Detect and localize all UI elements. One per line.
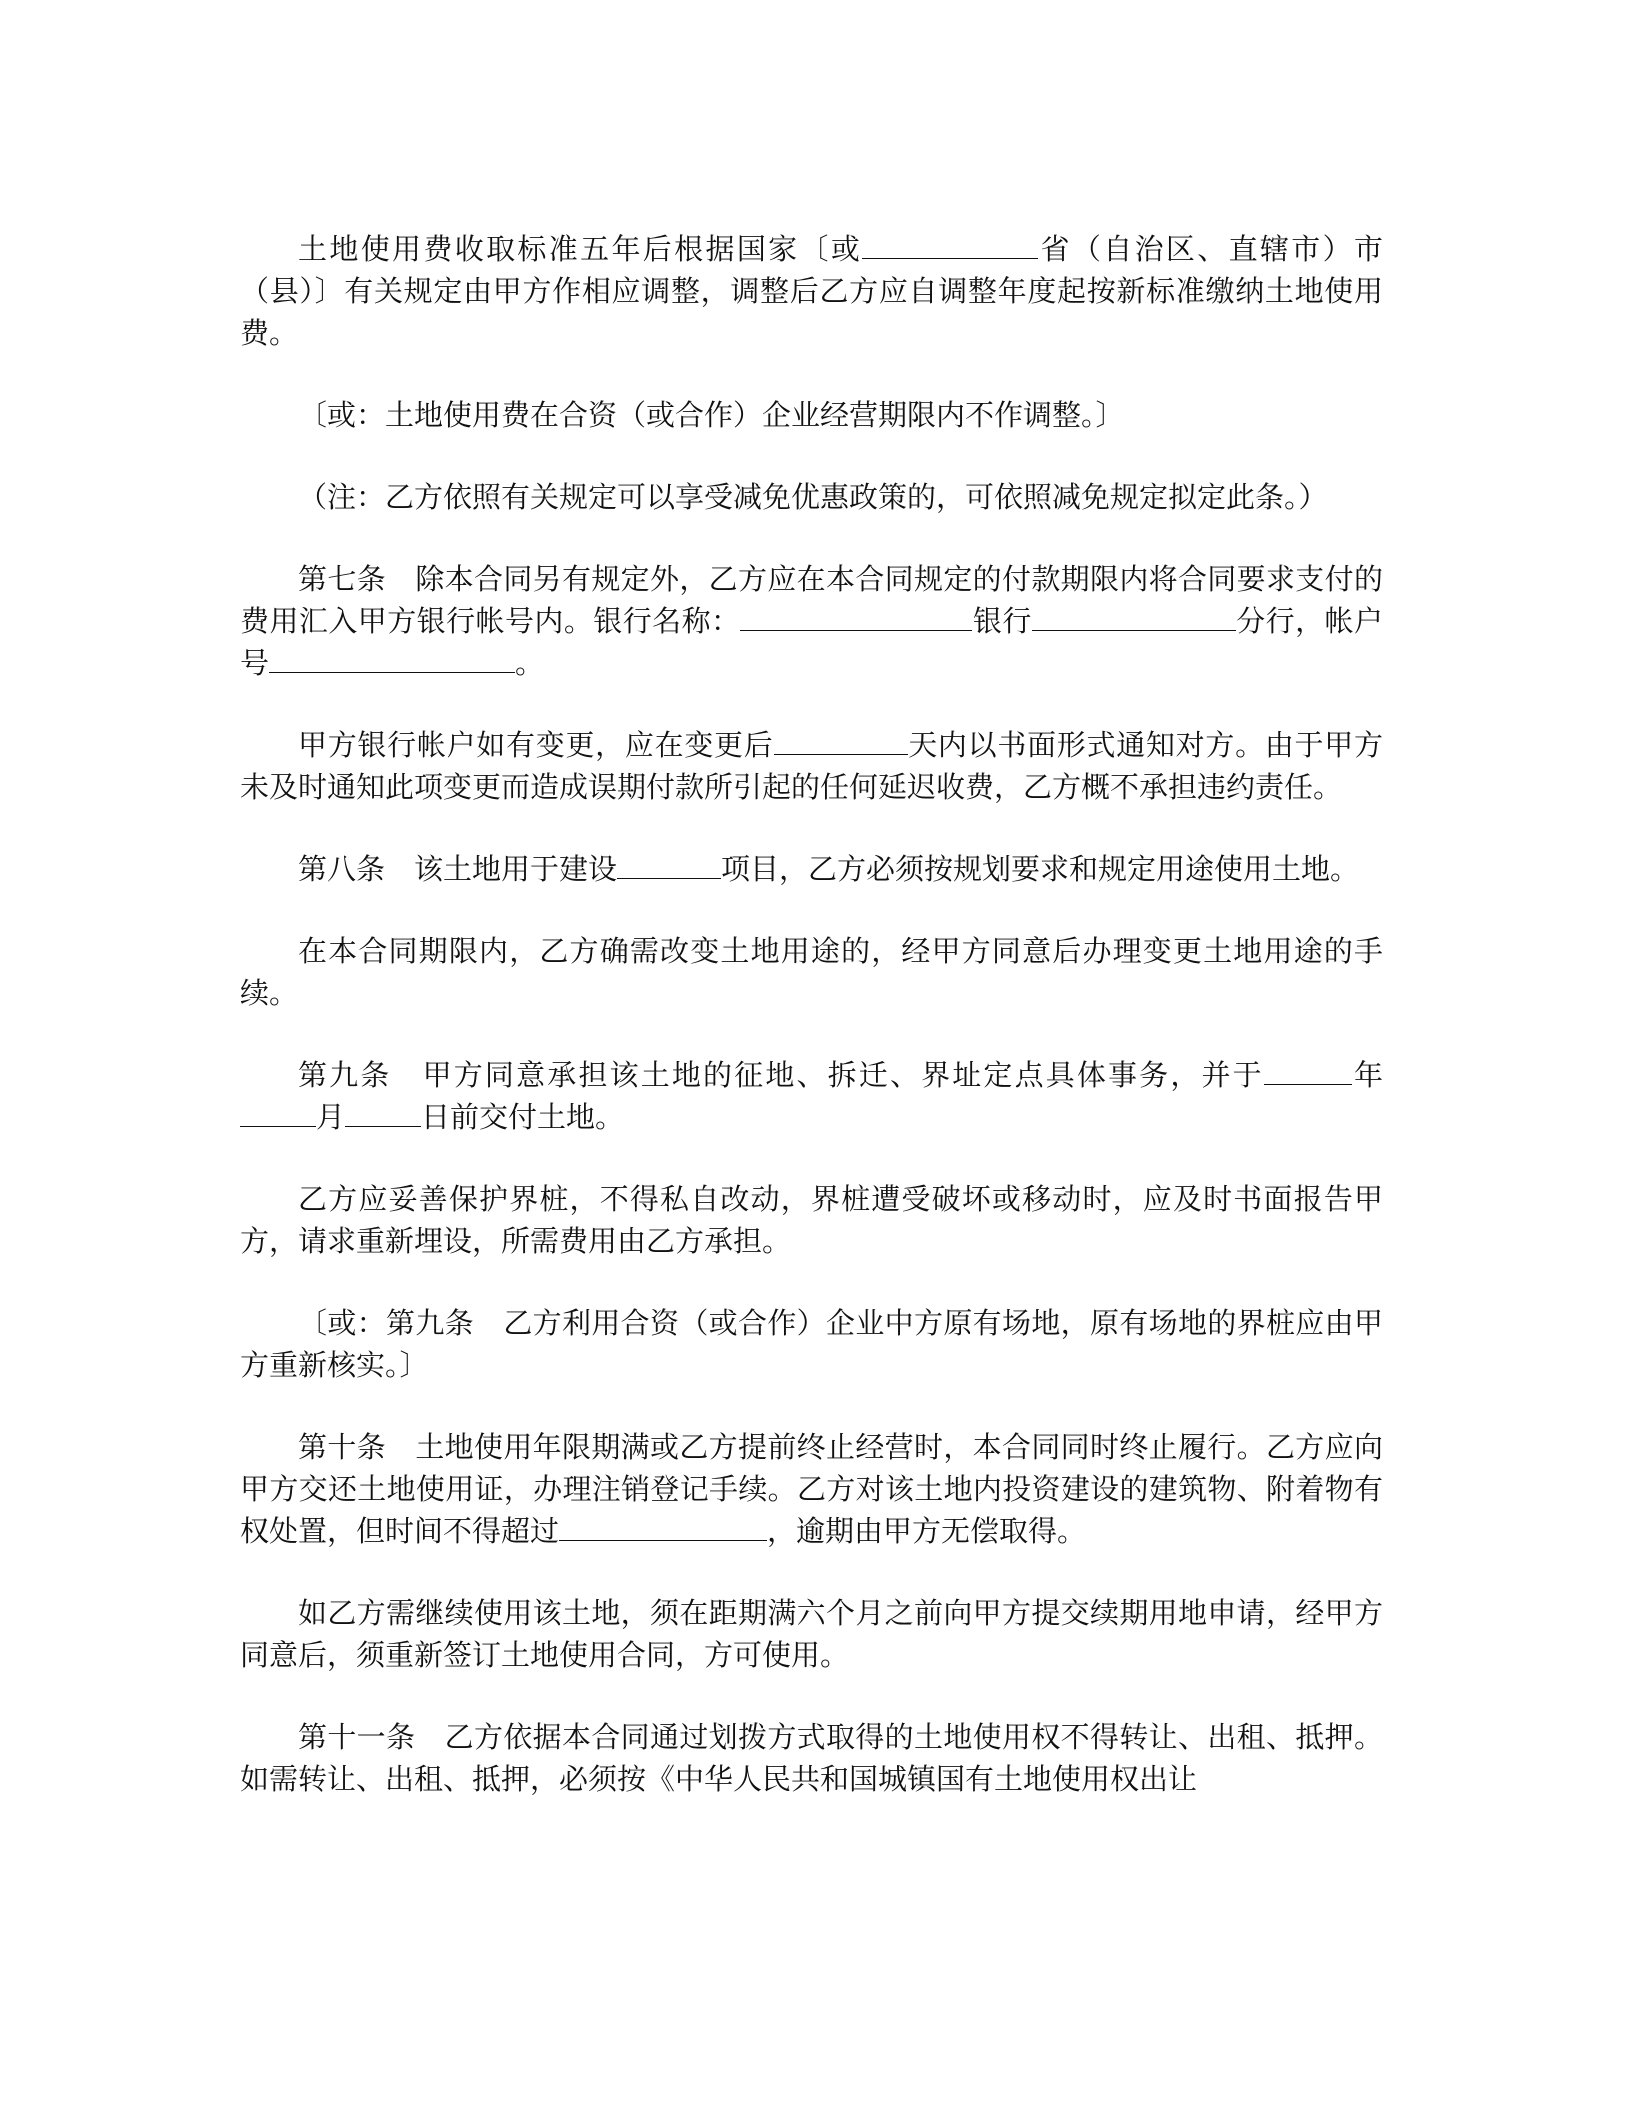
text: 〔或：第九条 [298, 1306, 474, 1340]
paragraph-fee-alternative: 〔或：土地使用费在合资（或合作）企业经营期限内不作调整。〕 [298, 398, 1125, 432]
text: 项目，乙方必须按规划要求和规定用途使用土地。 [721, 852, 1360, 886]
paragraph-article-8 [240, 848, 1383, 890]
paragraph-account-change [240, 724, 1383, 808]
paragraph-fee-note: （注：乙方依照有关规定可以享受减免优惠政策的，可依照减免规定拟定此条。） [298, 480, 1328, 514]
paragraph-fee-adjustment [240, 228, 1383, 354]
document-page [240, 228, 1383, 1840]
text: 除本合同另有规定外，乙方应在本合同规定的付款期限内将合同要求支付的费用汇入甲方银行帐号内。银行名称： [240, 562, 1383, 638]
paragraph-land-use-change: 在本合同期限内，乙方确需改变土地用途的，经甲方同意后办理变更土地用途的手续。 [240, 934, 1383, 1010]
text: 年 [1351, 1058, 1383, 1092]
text: 土地使用费收取标准五年后根据国家〔或 [298, 232, 863, 266]
text: 省（自治区、直辖市）市（县）〕有关规定由甲方作相应调整，调整后乙方应自调整年度起按新标准缴纳土地使用费。 [240, 232, 1383, 350]
fill-blank-bank-branch [1032, 600, 1236, 631]
text: 月 [316, 1100, 346, 1134]
text: 天内以书面形式通知对方。由于甲方未及时通知此项变更而造成误期付款所引起的任何延迟收费，乙方概不承担违约责任。 [240, 728, 1383, 804]
text: 日前交付土地。 [421, 1100, 625, 1134]
text: 该土地用于建设 [414, 852, 618, 886]
text: ，逾期由甲方无偿取得。 [767, 1514, 1087, 1548]
paragraph-article-11 [240, 1716, 1383, 1800]
fill-blank-bank-name [740, 600, 972, 631]
text: 土地使用年限期满或乙方提前终止经营时，本合同同时终止履行。乙方应向甲方交还土地使用证，办理注销登记手续。乙方对该土地内投资建设的建筑物、附着物有权处置，但时间不得超过 [240, 1430, 1383, 1548]
fill-blank-province [862, 228, 1038, 259]
paragraph-article-10 [240, 1426, 1383, 1552]
fill-blank-days [774, 724, 908, 755]
fill-blank-day [345, 1096, 421, 1127]
article-number: 第九条 [298, 1058, 392, 1092]
fill-blank-time-limit [559, 1510, 767, 1541]
paragraph-boundary-markers: 乙方应妥善保护界桩，不得私自改动，界桩遭受破坏或移动时，应及时书面报告甲方，请求重新埋设，所需费用由乙方承担。 [240, 1182, 1383, 1258]
text: 乙方利用合资（或合作）企业中方原有场地，原有场地的界桩应由甲方重新核实。〕 [240, 1306, 1383, 1382]
fill-blank-month [240, 1096, 316, 1127]
paragraph-article-9-alternative [240, 1302, 1383, 1386]
article-number: 第十条 [298, 1430, 386, 1464]
article-number: 第七条 [298, 562, 386, 596]
fill-blank-project [617, 848, 721, 879]
paragraph-article-9 [240, 1054, 1383, 1138]
article-number: 第八条 [298, 852, 386, 886]
fill-blank-account-number [269, 642, 515, 673]
text: 银行 [972, 604, 1032, 638]
paragraph-renewal: 如乙方需继续使用该土地，须在距期满六个月之前向甲方提交续期用地申请，经甲方同意后，须重新签订土地使用合同，方可使用。 [240, 1596, 1383, 1672]
text: 甲方同意承担该土地的征地、拆迁、界址定点具体事务，并于 [420, 1058, 1264, 1092]
article-number: 第十一条 [298, 1720, 416, 1754]
paragraph-article-7 [240, 558, 1383, 684]
text: 。 [515, 646, 545, 680]
text: 分行，帐户号 [240, 604, 1383, 680]
text: 乙方依据本合同通过划拨方式取得的土地使用权不得转让、出租、抵押。如需转让、出租、抵押，必须按《中华人民共和国城镇国有土地使用权出让 [240, 1720, 1383, 1796]
text: 甲方银行帐户如有变更，应在变更后 [298, 728, 774, 762]
fill-blank-year [1264, 1054, 1352, 1085]
